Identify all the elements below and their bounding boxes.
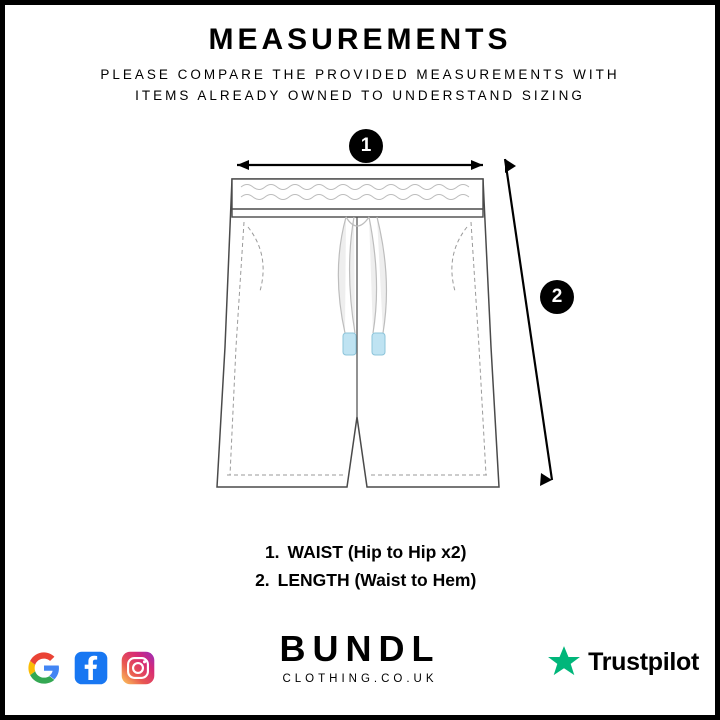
page-subtitle [5, 65, 715, 107]
page-title: MEASUREMENTS [208, 23, 512, 56]
legend-label-1: WAIST (Hip to Hip x2) [287, 542, 467, 562]
shorts-illustration [5, 117, 715, 517]
legend-number-1: 1. [264, 542, 280, 562]
legend-number-2: 2. [255, 570, 270, 591]
trustpilot-label: Trustpilot [588, 647, 699, 676]
garment-diagram [5, 117, 715, 517]
brand-name: BUNDL [279, 628, 441, 669]
badge-length: 2 [540, 280, 574, 314]
brand-domain: CLOTHING.CO.UK [282, 673, 438, 685]
subtitle-line-2: ITEMS ALREADY OWNED TO UNDERSTAND SIZING [135, 87, 585, 103]
legend-item-waist [5, 538, 715, 566]
measurement-legend [5, 538, 715, 595]
trustpilot-star-icon [547, 645, 581, 679]
length-measure-arrow [505, 159, 552, 486]
header [5, 23, 715, 107]
badge-waist: 1 [349, 129, 383, 163]
legend-label-2: LENGTH (Waist to Hem) [277, 570, 477, 591]
footer [5, 615, 715, 701]
subtitle-line-1: PLEASE COMPARE THE PROVIDED MEASUREMENTS WITH [100, 67, 620, 82]
trustpilot-logo[interactable] [547, 645, 699, 679]
legend-item-length [5, 566, 715, 594]
